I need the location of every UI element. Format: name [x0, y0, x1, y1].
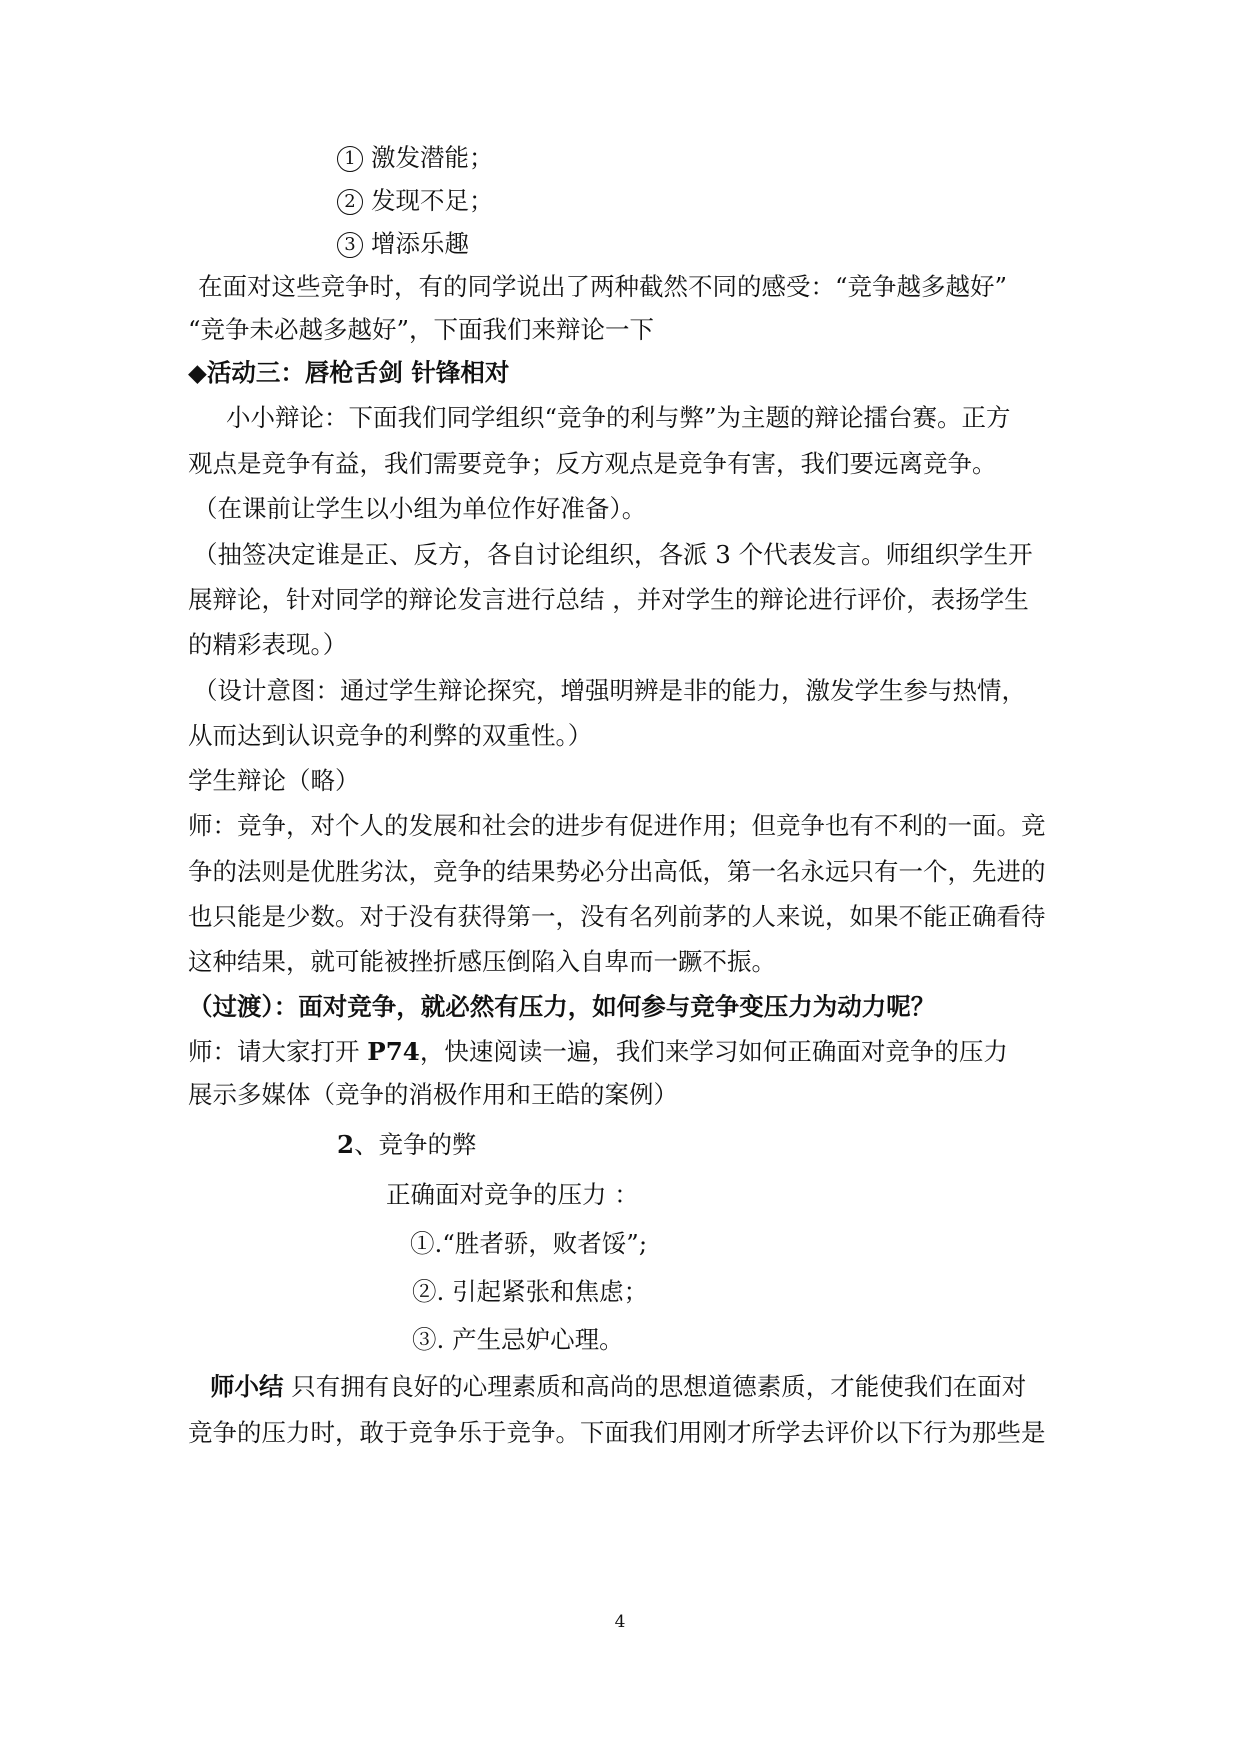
transition-line: （过渡）：面对竞争，就必然有压力，如何参与竞争变压力为动力呢？ — [188, 992, 936, 1021]
paragraph-line: “竞争未必越多越好”，下面我们来辩论一下 — [188, 315, 655, 344]
number-badge: 2 — [337, 189, 363, 215]
paragraph-line: 师：竞争，对个人的发展和社会的进步有促进作用；但竞争也有不利的一面。竞 — [188, 811, 1046, 840]
paragraph-line: 正确面对竞争的压力 ： — [386, 1180, 639, 1209]
summary-line: 师小结 只有拥有良好的心理素质和高尚的思想道德素质，才能使我们在面对 — [210, 1372, 1027, 1401]
list-item: 1 激发潜能； — [337, 143, 494, 173]
paragraph-line: 师：请大家打开 P74，快速阅读一遍，我们来学习如何正确面对竞争的压力 — [188, 1037, 1008, 1066]
page-number: 4 — [614, 1612, 626, 1632]
list-item: ③. 产生忌妒心理。 — [412, 1325, 624, 1354]
section-heading: 2、竞争的弊 — [337, 1130, 477, 1159]
paragraph-line: 争的法则是优胜劣汰，竞争的结果势必分出高低，第一名永远只有一个，先进的 — [188, 857, 1046, 886]
paragraph-line: （在课前让学生以小组为单位作好准备）。 — [193, 494, 647, 523]
paragraph-line: 展辩论，针对同学的辩论发言进行总结 ，并对学生的辩论进行评价，表扬学生 — [188, 585, 1029, 614]
summary-label: 师小结 — [210, 1372, 284, 1401]
paragraph-line: 也只能是少数。对于没有获得第一，没有名列前茅的人来说，如果不能正确看待 — [188, 902, 1046, 931]
paragraph-line: 在面对这些竞争时，有的同学说出了两种截然不同的感受：“竞争越多越好” — [198, 272, 1008, 301]
list-item: 3 增添乐趣 — [337, 229, 469, 259]
activity-heading: ◆活动三：唇枪舌剑 针锋相对 — [188, 358, 510, 387]
number-badge: 1 — [337, 146, 363, 172]
paragraph-line: 的精彩表现。） — [188, 630, 348, 659]
page-reference: P74 — [367, 1037, 420, 1066]
paragraph-line: 这种结果，就可能被挫折感压倒陷入自卑而一蹶不振。 — [188, 947, 776, 976]
paragraph-line: 学生辩论（略） — [188, 766, 360, 795]
paragraph-line: 小小辩论：下面我们同学组织“竞争的利与弊”为主题的辩论擂台赛。正方 — [226, 403, 1011, 432]
paragraph-line: （抽签决定谁是正、反方，各自讨论组织，各派 3 个代表发言。师组织学生开 — [193, 540, 1033, 569]
list-item: ②. 引起紧张和焦虑； — [412, 1277, 649, 1306]
paragraph-line: 观点是竞争有益，我们需要竞争；反方观点是竞争有害，我们要远离竞争。 — [188, 449, 997, 478]
paragraph-line: 竞争的压力时，敢于竞争乐于竞争。下面我们用刚才所学去评价以下行为那些是 — [188, 1418, 1046, 1447]
paragraph-line: 展示多媒体（竞争的消极作用和王皓的案例） — [188, 1080, 678, 1109]
list-item: 2 发现不足； — [337, 186, 494, 216]
paragraph-line: 从而达到认识竞争的利弊的双重性。） — [188, 721, 593, 750]
paragraph-line: （设计意图：通过学生辩论探究，增强明辨是非的能力，激发学生参与热情， — [193, 676, 1026, 705]
number-badge: 3 — [337, 232, 363, 258]
list-item: ①.“胜者骄，败者馁”; — [410, 1229, 648, 1258]
